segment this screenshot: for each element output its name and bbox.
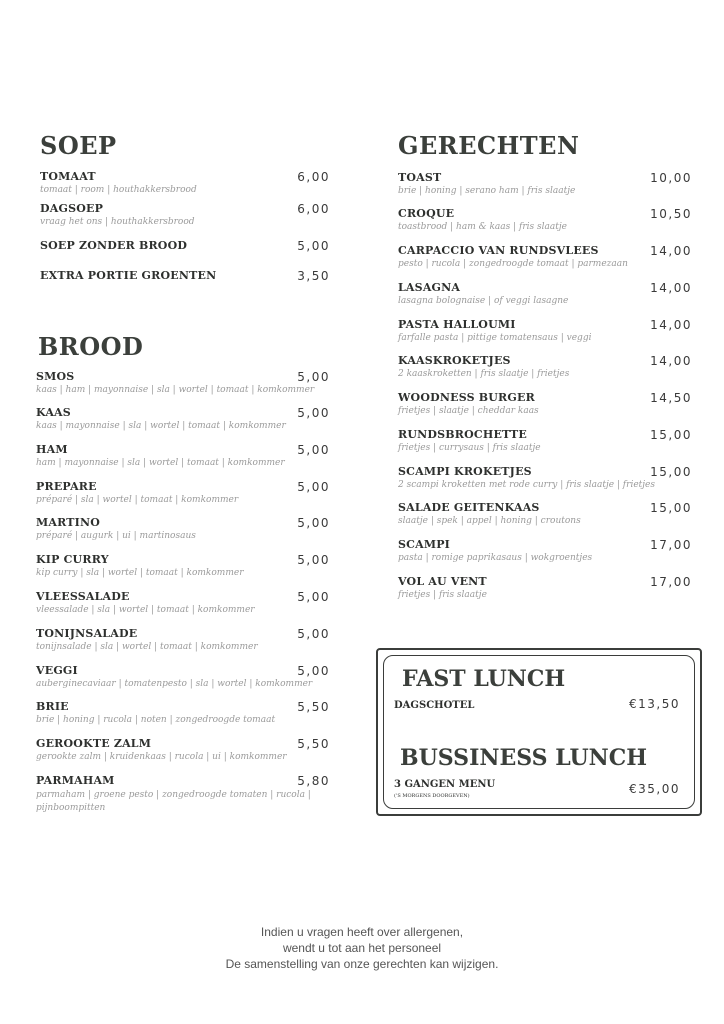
item-name: TOMAAT [40,170,96,183]
menu-item [36,443,330,473]
item-price: 5,00 [297,443,330,457]
menu-item [36,700,330,730]
item-price: 5,00 [297,627,330,641]
item-description: kaas | mayonnaise | sla | wortel | tomaat | komkommer [36,421,286,431]
item-description: frietjes | slaatje | cheddar kaas [398,406,539,416]
item-description: préparé | sla | wortel | tomaat | komkommer [36,495,239,505]
item-price: 15,00 [650,428,692,442]
item-name: PARMAHAM [36,774,115,787]
item-name: SMOS [36,370,75,383]
item-description: ham | mayonnaise | sla | wortel | tomaat | komkommer [36,458,285,468]
menu-item [40,239,330,269]
item-name: KAASKROKETJES [398,354,511,367]
item-name: MARTINO [36,516,101,529]
item-price: 14,00 [650,354,692,368]
menu-item [36,480,330,510]
menu-item [36,370,330,400]
menu-item [36,406,330,436]
item-price: 3,50 [297,269,330,283]
item-description: gerookte zalm | kruidenkaas | rucola | ui | komkommer [36,752,287,762]
item-description: toastbrood | ham & kaas | fris slaatje [398,222,567,232]
item-price: 5,00 [297,516,330,530]
footer-line-1: Indien u vragen heeft over allergenen, [260,925,464,939]
item-price: 5,00 [297,553,330,567]
menu-item [36,774,330,813]
item-name: TOAST [398,171,442,184]
item-price: 5,00 [297,406,330,420]
menu-item [36,516,330,546]
menu-item [398,391,692,421]
menu-item [398,501,692,531]
menu-item [40,202,330,232]
item-description: kip curry | sla | wortel | tomaat | komkommer [36,568,244,578]
menu-item [398,428,692,458]
item-name: HAM [36,443,68,456]
business-lunch-title: BUSSINESS LUNCH [400,745,648,771]
item-price: 6,00 [297,202,330,216]
item-name: BRIE [36,700,69,713]
item-price: 6,00 [297,170,330,184]
item-price: 5,80 [297,774,330,788]
item-price: 5,50 [297,737,330,751]
item-price: 14,00 [650,281,692,295]
item-name: SCAMPI [398,538,451,551]
item-description: tomaat | room | houthakkersbrood [40,185,197,195]
menu-item [36,553,330,583]
item-name: CARPACCIO VAN RUNDSVLEES [398,244,599,257]
item-name: VOL AU VENT [398,575,487,588]
allergen-footer [0,924,724,972]
item-price: 17,00 [650,575,692,589]
menu-item [398,171,692,201]
item-price: 5,00 [297,664,330,678]
item-price: 15,00 [650,501,692,515]
item-name: GEROOKTE ZALM [36,737,152,750]
item-price: 5,00 [297,239,330,253]
menu-item [398,465,692,495]
item-description: brie | honing | serano ham | fris slaatje [398,186,576,196]
menu-item [398,354,692,384]
brood-title: BROOD [38,332,144,361]
item-name: SALADE GEITENKAAS [398,501,540,514]
item-description: parmaham | groene pesto | zongedroogde tomaten | rucola | pijnboompitten [36,790,311,813]
soep-title: SOEP [40,131,117,160]
menu-item [398,575,692,605]
item-price: 14,00 [650,244,692,258]
item-description: pesto | rucola | zongedroogde tomaat | parmezaan [398,259,628,269]
item-description: préparé | augurk | ui | martinosaus [36,531,196,541]
item-price: 10,00 [650,171,692,185]
item-name: RUNDSBROCHETTE [398,428,527,441]
item-price: 14,50 [650,391,692,405]
fast-lunch-price: €13,50 [629,697,680,711]
item-name: LASAGNA [398,281,461,294]
menu-item [36,590,330,620]
menu-item [40,170,330,200]
item-description: tonijnsalade | sla | wortel | tomaat | komkommer [36,642,258,652]
item-description: frietjes | currysaus | fris slaatje [398,443,541,453]
item-price: 10,50 [650,207,692,221]
item-name: CROQUE [398,207,455,220]
item-description: auberginecaviaar | tomatenpesto | sla | wortel | komkommer [36,679,313,689]
menu-item [36,627,330,657]
lunch-box [376,648,702,816]
item-description: farfalle pasta | pittige tomatensaus | veggi [398,333,592,343]
item-price: 5,00 [297,590,330,604]
item-name: KAAS [36,406,71,419]
menu-item [398,318,692,348]
item-description: slaatje | spek | appel | honing | croutons [398,516,581,526]
item-name: WOODNESS BURGER [398,391,535,404]
business-lunch-note: ('S MORGENS DOORGEVEN) [394,793,470,799]
gerechten-title: GERECHTEN [398,131,580,160]
item-name: SOEP ZONDER BROOD [40,239,188,252]
item-name: TONIJNSALADE [36,627,138,640]
footer-line-3: De samenstelling van onze gerechten kan wijzigen. [225,957,499,971]
item-name: KIP CURRY [36,553,109,566]
menu-item [398,281,692,311]
item-name: PREPARE [36,480,97,493]
item-name: EXTRA PORTIE GROENTEN [40,269,217,282]
menu-item [398,244,692,274]
item-name: DAGSOEP [40,202,104,215]
item-description: frietjes | fris slaatje [398,590,487,600]
menu-item [36,737,330,767]
item-price: 5,00 [297,480,330,494]
item-price: 14,00 [650,318,692,332]
business-lunch-label: 3 GANGEN MENU [394,779,496,790]
item-price: 5,50 [297,700,330,714]
menu-item [40,269,330,299]
item-description: vleessalade | sla | wortel | tomaat | komkommer [36,605,255,615]
item-description: lasagna bolognaise | of veggi lasagne [398,296,569,306]
fast-lunch-label: DAGSCHOTEL [394,700,475,711]
item-name: PASTA HALLOUMI [398,318,516,331]
business-lunch-price: €35,00 [629,782,680,796]
item-description: vraag het ons | houthakkersbrood [40,217,195,227]
item-description: 2 kaaskroketten | fris slaatje | frietjes [398,369,570,379]
footer-line-2: wendt u tot aan het personeel [282,941,442,955]
item-description: pasta | romige paprikasaus | wokgroentjes [398,553,593,563]
menu-item [36,664,330,694]
menu-item [398,538,692,568]
item-description: brie | honing | rucola | noten | zongedroogde tomaat [36,715,276,725]
fast-lunch-title: FAST LUNCH [402,666,566,692]
menu-item [398,207,692,237]
item-price: 5,00 [297,370,330,384]
item-name: VEGGI [36,664,78,677]
item-description: 2 scampi kroketten met rode curry | fris slaatje | frietjes [398,480,656,490]
item-price: 15,00 [650,465,692,479]
item-name: SCAMPI KROKETJES [398,465,532,478]
item-description: kaas | ham | mayonnaise | sla | wortel | tomaat | komkommer [36,385,315,395]
item-name: VLEESSALADE [36,590,130,603]
item-price: 17,00 [650,538,692,552]
